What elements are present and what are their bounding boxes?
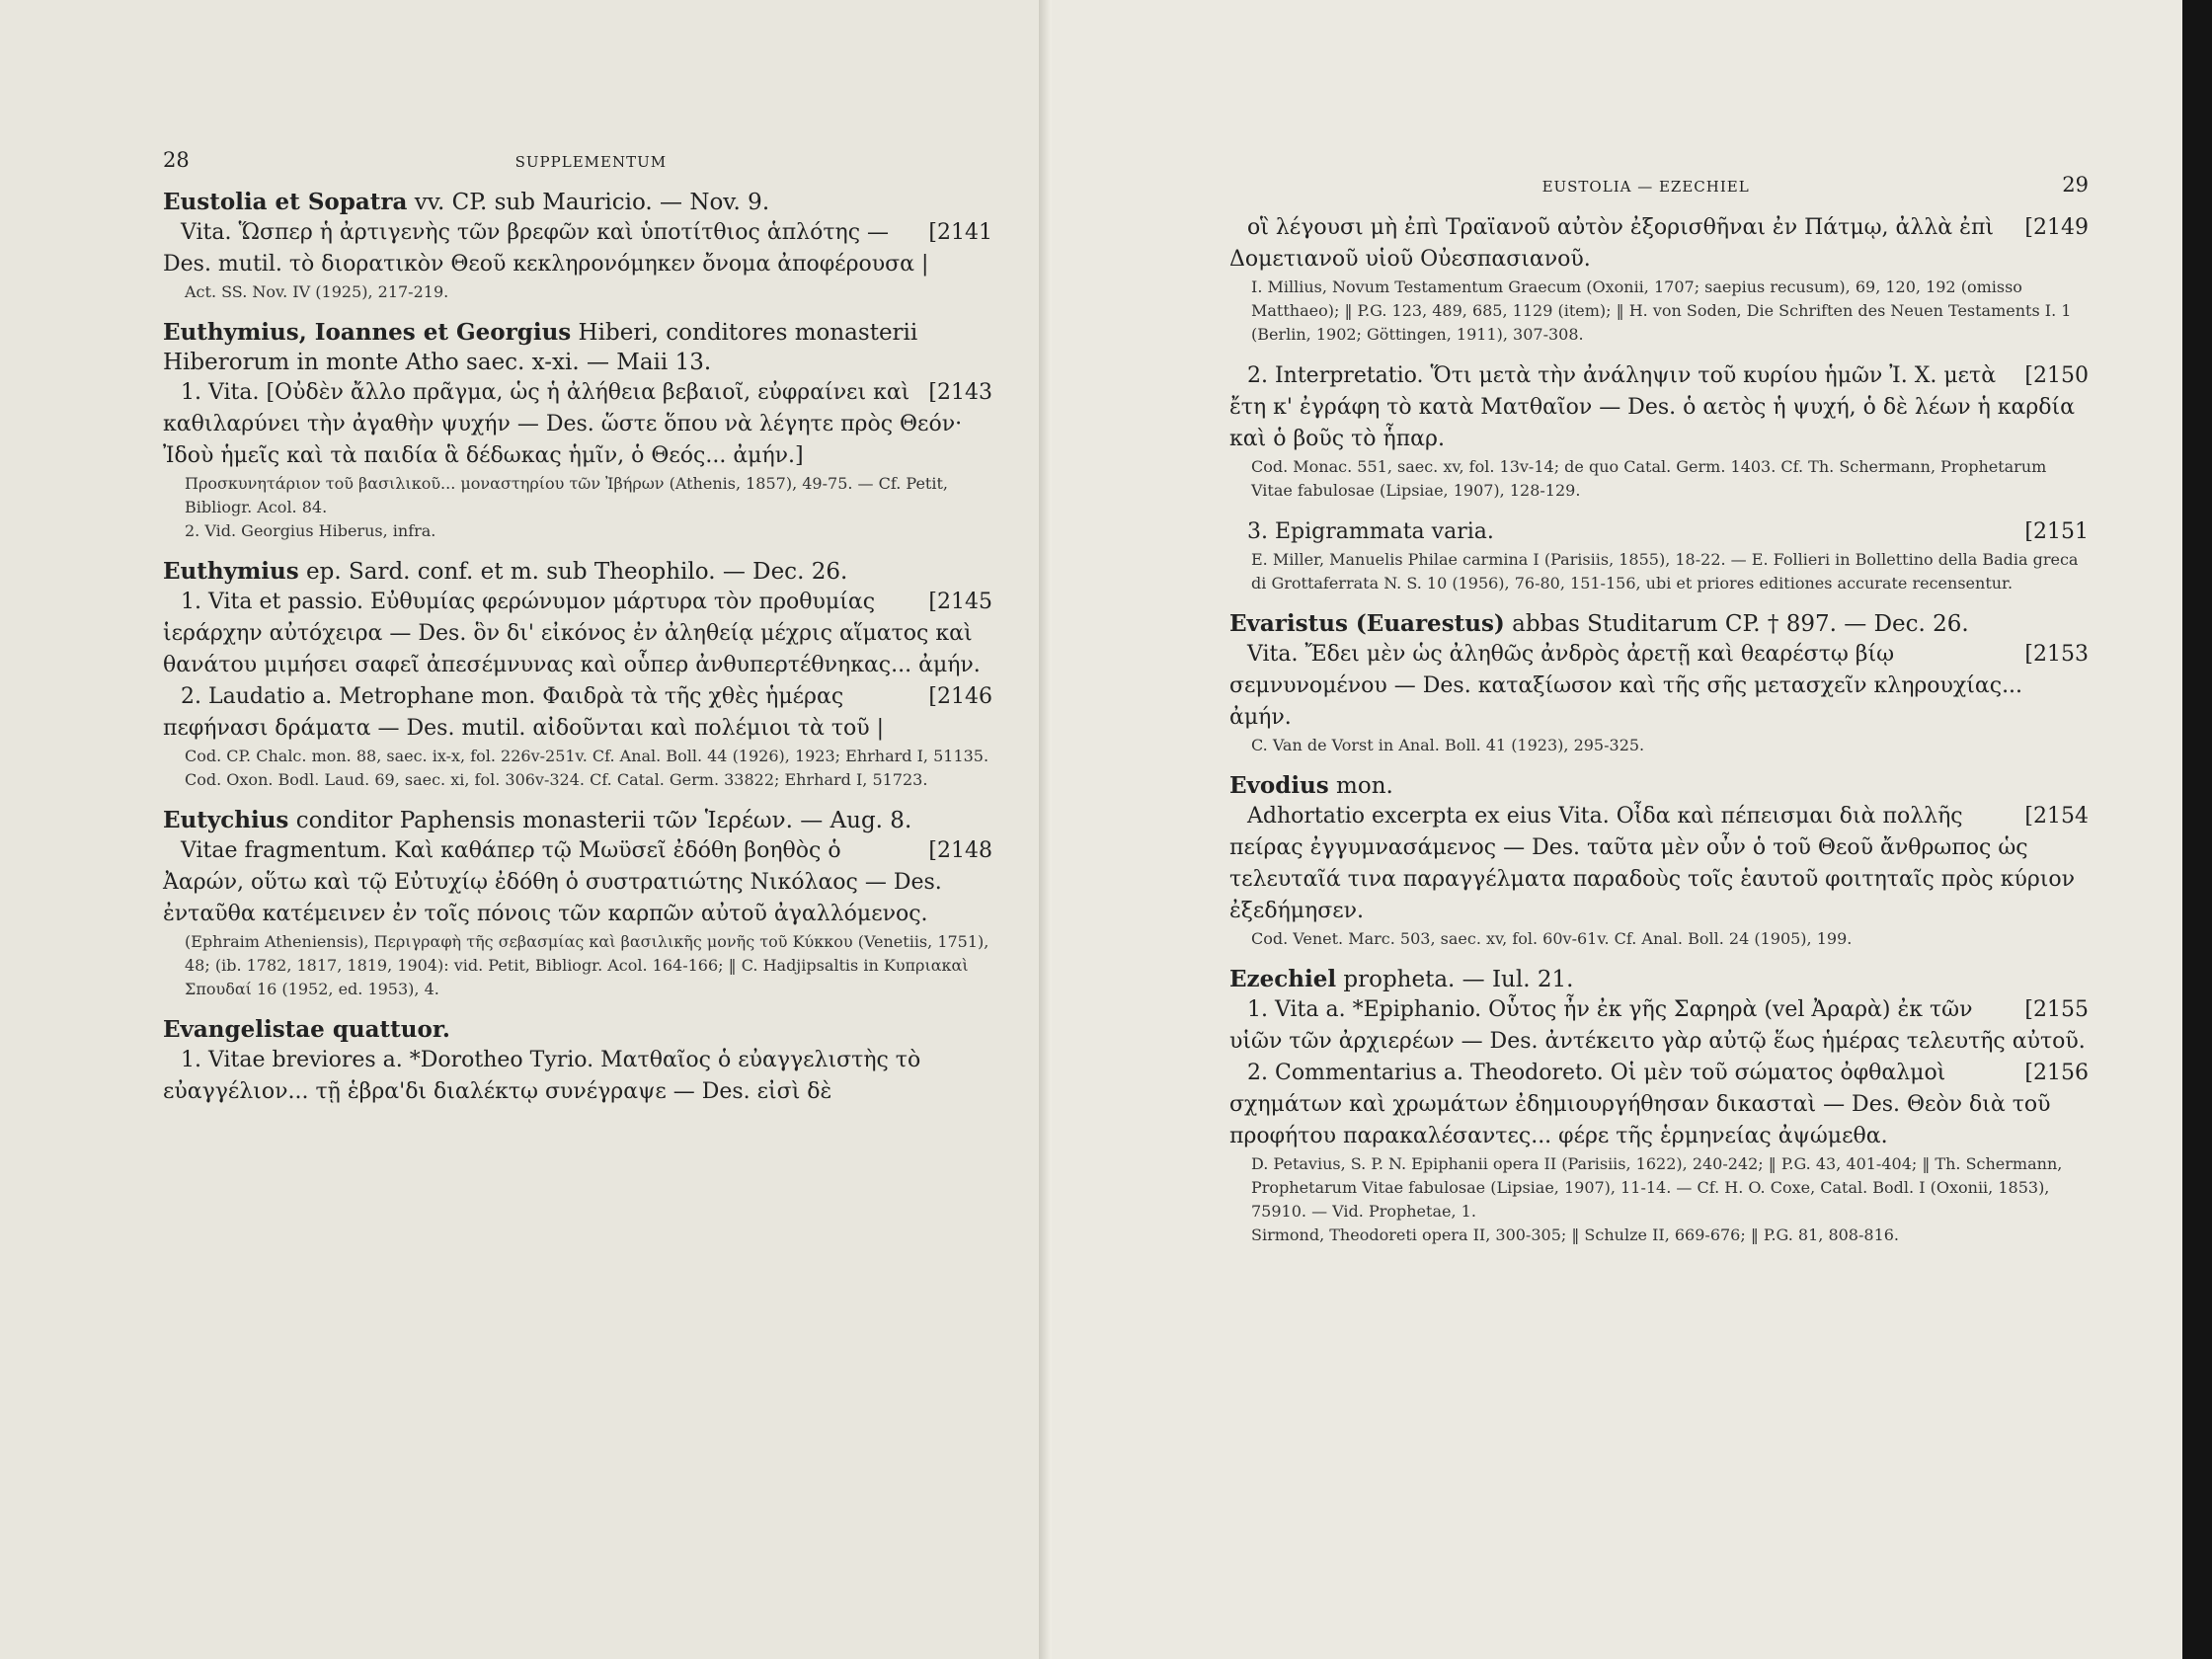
bibliography-ref: Act. SS. Nov. IV (1925), 217-219. (185, 282, 449, 301)
entry (1229, 965, 2089, 1247)
bhg-number: [2154 (2024, 804, 2089, 829)
bhg-number: [2141 (928, 220, 992, 245)
item-text: 1. Vita a. *Epiphanio. Οὗτος ἦν ἐκ γῆς Σαρηρὰ (vel Ἀραρὰ) ἐκ τῶν υἱῶν τῶν ἀρχιερέων — Des. ἀντέκειτο γὰρ αὐτῷ ἕως ἡμέρας τελευτῆς αὐτοῦ. (1229, 997, 2086, 1054)
text-item (163, 377, 992, 472)
bibliography-ref: Προσκυνητάριον τοῦ βασιλικοῦ... μοναστηρίου τῶν Ἰβήρων (Athenis, 1857), 49-75. — Cf. Petit, Bibliogr. Acol. 84. (185, 474, 948, 516)
left-running-head (163, 148, 992, 172)
entry-heading-rest: abbas Studitarum CP. † 897. — Dec. 26. (1504, 611, 1969, 637)
text-item (1229, 994, 2089, 1058)
entry-heading (1229, 965, 2089, 994)
text-item (1229, 212, 2089, 276)
left-page-number: 28 (163, 148, 190, 172)
text-item (1229, 639, 2089, 734)
entry (1229, 212, 2089, 347)
left-running-title: SUPPLEMENTUM (514, 153, 668, 171)
item-text: 2. Laudatio a. Metrophane mon. Φαιδρὰ τὰ τῆς χθὲς ἡμέρας πεφήνασι δράματα — Des. mutil. αἰδοῦνται καὶ πολέμιοι τὰ τοῦ | (163, 684, 885, 741)
bibliography-ref: Cod. Monac. 551, saec. xv, fol. 13v-14; de quo Catal. Germ. 1403. Cf. Th. Schermann, Prophetarum Vitae fabulosae (Lipsiae, 1907), 128-129. (1251, 457, 2047, 500)
entry-saint-name: Euthymius, Ioannes et Georgius (163, 319, 572, 346)
entry-heading (1229, 771, 2089, 801)
item-text: Adhortatio excerpta ex eius Vita. Οἶδα καὶ πέπεισμαι διὰ πολλῆς πείρας ἐγγυμνασάμενος — Des. ταῦτα μὲν οὖν ὁ τοῦ Θεοῦ ἄνθρωπος ὡς τελευταῖά τινα παραγγέλματα παραδοὺς τοῖς ἑαυτοῦ φοιτηταῖς πρὸς κύριον ἐξεδήμησεν. (1229, 804, 2076, 923)
text-item (163, 835, 992, 930)
bhg-number: [2153 (2024, 642, 2089, 667)
entry-saint-name: Ezechiel (1229, 966, 1337, 992)
entry-saint-name: Eustolia et Sopatra (163, 189, 408, 215)
entry (1229, 360, 2089, 503)
text-item (1229, 801, 2089, 927)
entry-heading-rest: propheta. — Iul. 21. (1336, 967, 1574, 992)
entry (163, 318, 992, 543)
entry-saint-name: Evaristus (Euarestus) (1229, 610, 1505, 637)
text-item (163, 587, 992, 681)
item-text: 1. Vitae breviores a. *Dorotheo Tyrio. Ματθαῖος ὁ εὐαγγελιστὴς τὸ εὐαγγέλιον... τῇ ἑβρα'δι διαλέκτῳ συνέγραψε — Des. εἰσὶ δὲ (163, 1048, 921, 1104)
bhg-number: [2155 (2024, 997, 2089, 1022)
right-running-head (1229, 173, 2089, 197)
right-page-number: 29 (2062, 173, 2089, 197)
bhg-number: [2145 (928, 590, 992, 614)
item-text: 3. Epigrammata varia. (1247, 519, 1494, 544)
left-page (0, 0, 1052, 1659)
right-page (1052, 0, 2182, 1659)
entry-heading-rest: Hiberi, conditores monasterii Hiberorum in monte Atho saec. x-xi. — Maii 13. (163, 320, 918, 375)
text-item (163, 1045, 992, 1108)
item-text: Vitae fragmentum. Καὶ καθάπερ τῷ Μωϋσεῖ ἐδόθη βοηθὸς ὁ Ἀαρών, οὕτω καὶ τῷ Εὐτυχίῳ ἐδόθη ὁ συστρατιώτης Νικόλαος — Des. ἐνταῦθα κατέμεινεν ἐν τοῖς πόνοις τῶν καρπῶν αὐτοῦ ἀγαλλόμενος. (163, 838, 942, 926)
entry-heading (1229, 609, 2089, 639)
text-item (1229, 516, 2089, 548)
entry (163, 806, 992, 1001)
bibliography-ref: Sirmond, Theodoreti opera II, 300-305; ‖ Schulze II, 669-676; ‖ P.G. 81, 808-816. (1251, 1225, 1900, 1244)
bibliography-ref: Cod. Venet. Marc. 503, saec. xv, fol. 60v-61v. Cf. Anal. Boll. 24 (1905), 199. (1251, 929, 1853, 948)
bhg-number: [2143 (928, 380, 992, 405)
item-text: οἳ λέγουσι μὴ ἐπὶ Τραϊανοῦ αὐτὸν ἐξορισθῆναι ἐν Πάτμῳ, ἀλλὰ ἐπὶ Δομετιανοῦ υἱοῦ Οὐεσπασιανοῦ. (1229, 215, 1995, 272)
bibliography-ref: I. Millius, Novum Testamentum Graecum (Oxonii, 1707; saepius recusum), 69, 120, 192 (omisso Matthaeo); ‖ P.G. 123, 489, 685, 1129 (item); ‖ H. von Soden, Die Schriften des Neuen Testaments I. 1 (Berlin, 1902; Göttingen, 1911), 307-308. (1251, 277, 2072, 344)
entry-heading (163, 806, 992, 835)
entry (163, 188, 992, 304)
entry-saint-name: Evangelistae quattuor. (163, 1016, 450, 1043)
entry (1229, 516, 2089, 595)
item-text: 1. Vita et passio. Εὐθυμίας φερώνυμον μάρτυρα τὸν προθυμίας ἱεράρχην αὐτόχειρα — Des. ὃν δι' εἰκόνος ἐν ἀληθείᾳ μέχρις αἵματος καὶ θανάτου μιμήσει σαφεῖ ἀπεσέμνυνας καὶ οὗπερ ἀνθυπερτέθνηκας... ἀμήν. (163, 590, 981, 677)
entry (1229, 609, 2089, 757)
item-text: 2. Commentarius a. Theodoreto. Οἱ μὲν τοῦ σώματος ὀφθαλμοὶ σχημάτων καὶ χρωμάτων ἐδημιουργήθησαν δικασταὶ — Des. Θεὸν διὰ τοῦ προφήτου παρακαλέσαντες... φέρε τῆς ἑρμηνείας ἀψώμεθα. (1229, 1061, 2051, 1148)
bibliography-ref: D. Petavius, S. P. N. Epiphanii opera II (Parisiis, 1622), 240-242; ‖ P.G. 43, 401-404; ‖ Th. Schermann, Prophetarum Vitae fabulosae (Lipsiae, 1907), 11-14. — Cf. H. O. Coxe, Catal. Bodl. I (Oxonii, 1853), 75910. — Vid. Prophetae, 1. (1251, 1154, 2063, 1221)
bibliography-ref: 2. Vid. Georgius Hiberus, infra. (185, 521, 436, 540)
bhg-number: [2148 (928, 838, 992, 863)
bibliography-ref: Cod. CP. Chalc. mon. 88, saec. ix-x, fol. 226v-251v. Cf. Anal. Boll. 44 (1926), 1923; Ehrhard I, 51135. (185, 747, 989, 765)
entry-saint-name: Eutychius (163, 807, 289, 833)
entry (1229, 771, 2089, 951)
entry-heading-rest: mon. (1328, 773, 1393, 799)
entry-heading-rest: conditor Paphensis monasterii τῶν Ἱερέων. — Aug. 8. (288, 808, 912, 833)
entry-heading (163, 318, 992, 377)
entry (163, 1015, 992, 1108)
right-entries (1229, 212, 2089, 1247)
bhg-number: [2149 (2024, 215, 2089, 240)
bhg-number: [2146 (928, 684, 992, 709)
entry-heading (163, 1015, 992, 1045)
text-item (163, 217, 992, 280)
entry (163, 557, 992, 792)
text-item (1229, 360, 2089, 455)
left-entries (163, 188, 992, 1108)
bhg-number: [2156 (2024, 1061, 2089, 1085)
entry-heading (163, 188, 992, 217)
item-text: 1. Vita. [Οὐδὲν ἄλλο πρᾶγμα, ὡς ἡ ἀλήθεια βεβαιοῖ, εὐφραίνει καὶ καθιλαρύνει τὴν ἀγαθὴν ψυχήν — Des. ὥστε ὅπου νὰ λέγητε πρὸς Θεόν· Ἰδοὺ ἡμεῖς καὶ τὰ παιδία ἃ δέδωκας ἡμῖν, ὁ Θεός... ἀμήν.] (163, 380, 963, 468)
item-text: Vita. Ἔδει μὲν ὡς ἀληθῶς ἀνδρὸς ἀρετῇ καὶ θεαρέστῳ βίῳ σεμνυνομένου — Des. καταξίωσον καὶ τῆς σῆς μετασχεῖν κληρουχίας... ἀμήν. (1229, 642, 2023, 730)
entry-saint-name: Evodius (1229, 772, 1329, 799)
text-item (1229, 1058, 2089, 1152)
bibliography-ref: E. Miller, Manuelis Philae carmina I (Parisiis, 1855), 18-22. — E. Follieri in Bollettino della Badia greca di Grottaferrata N. S. 10 (1956), 76-80, 151-156, ubi et priores editiones accurate recensentur. (1251, 550, 2079, 592)
entry-heading-rest: ep. Sard. conf. et m. sub Theophilo. — Dec. 26. (298, 559, 848, 585)
right-running-title: EUSTOLIA — EZECHIEL (1541, 178, 1750, 196)
text-item (163, 681, 992, 745)
bhg-number: [2150 (2024, 363, 2089, 388)
entry-saint-name: Euthymius (163, 558, 299, 585)
bibliography-ref: Cod. Oxon. Bodl. Laud. 69, saec. xi, fol. 306v-324. Cf. Catal. Germ. 33822; Ehrhard I, 51723. (185, 770, 928, 789)
entry-heading-rest: vv. CP. sub Mauricio. — Nov. 9. (407, 190, 770, 215)
entry-heading (163, 557, 992, 587)
bibliography-ref: (Ephraim Atheniensis), Περιγραφὴ τῆς σεβασμίας καὶ βασιλικῆς μονῆς τοῦ Κύκκου (Venetiis, 1751), 48; (ib. 1782, 1817, 1819, 1904): vid. Petit, Bibliogr. Acol. 164-166; ‖ C. Hadjipsaltis in Κυπριακαὶ Σπουδαί 16 (1952, ed. 1953), 4. (185, 932, 989, 998)
bhg-number: [2151 (2024, 519, 2089, 544)
bibliography-ref: C. Van de Vorst in Anal. Boll. 41 (1923), 295-325. (1251, 736, 1645, 754)
item-text: 2. Interpretatio. Ὅτι μετὰ τὴν ἀνάληψιν τοῦ κυρίου ἡμῶν Ἰ. Χ. μετὰ ἔτη κ' ἐγράφη τὸ κατὰ Ματθαῖον — Des. ὁ αετὸς ἡ ψυχή, ὁ δὲ λέων ἡ καρδία καὶ ὁ βοῦς τὸ ἧπαρ. (1229, 363, 2076, 451)
item-text: Vita. Ὥσπερ ἡ ἀρτιγενὴς τῶν βρεφῶν καὶ ὑποτίτθιος ἁπλότης — Des. mutil. τὸ διορατικὸν Θεοῦ κεκληρονόμηκεν ὄνομα ἀποφέρουσα | (163, 220, 929, 276)
